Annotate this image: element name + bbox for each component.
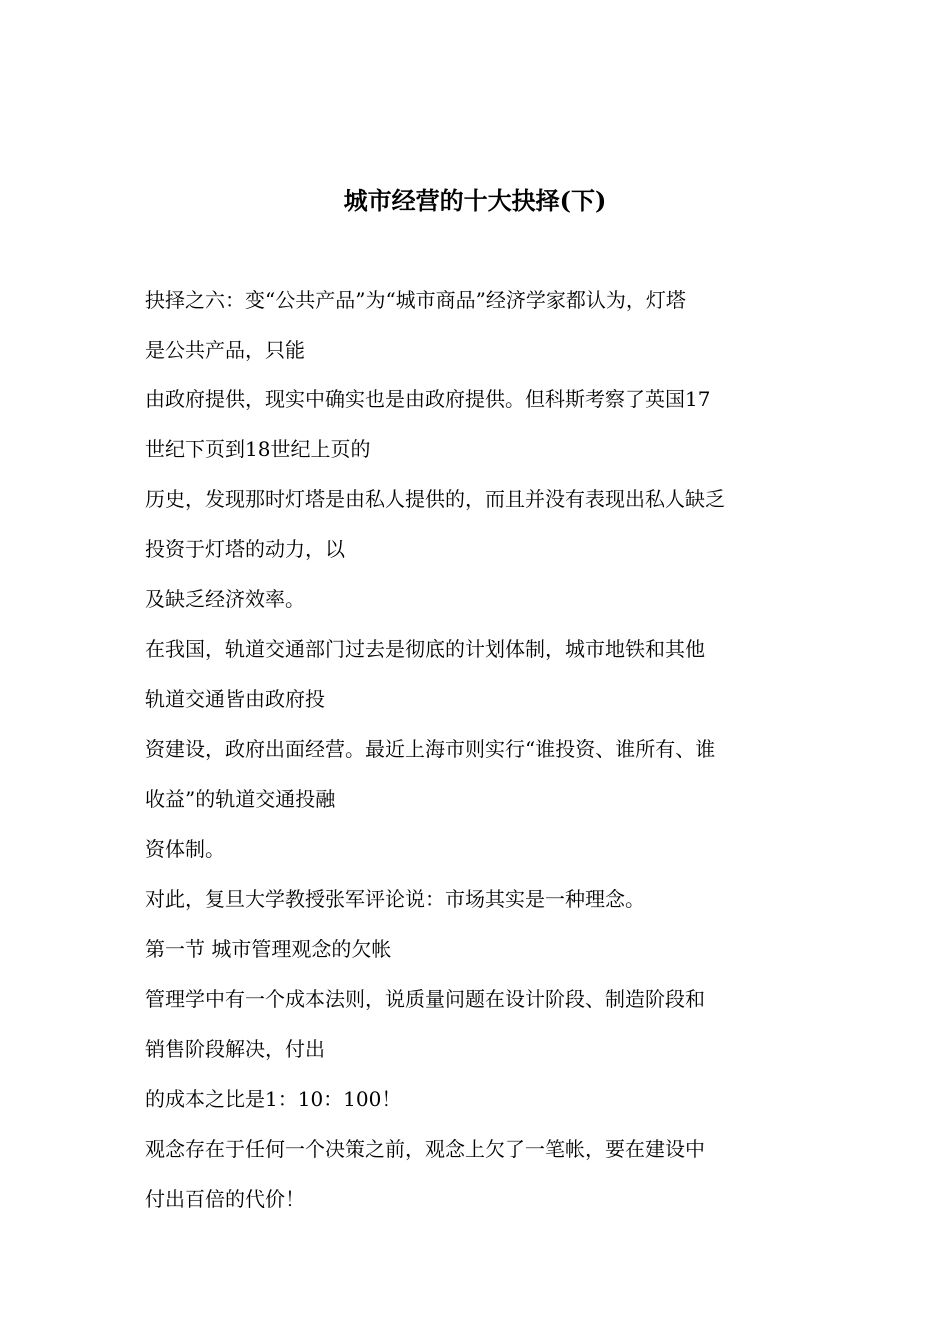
text-line: 付出百倍的代价！ [145, 1187, 305, 1211]
text-line: 在我国，轨道交通部门过去是彻底的计划体制，城市地铁和其他 [145, 637, 705, 661]
text-line: 资体制。 [145, 837, 225, 861]
text-line: 销售阶段解决，付出 [145, 1037, 325, 1061]
text-line: 观念存在于任何一个决策之前，观念上欠了一笔帐，要在建设中 [145, 1137, 705, 1161]
text-line: 投资于灯塔的动力，以 [145, 537, 345, 561]
section-heading: 第一节 城市管理观念的欠帐 [145, 937, 392, 961]
text-line: 抉择之六：变“公共产品”为“城市商品”经济学家都认为，灯塔 [145, 288, 686, 312]
text-line: 收益”的轨道交通投融 [145, 787, 336, 811]
text-line: 及缺乏经济效率。 [145, 587, 305, 611]
text-line: 轨道交通皆由政府投 [145, 687, 325, 711]
text-line: 历史，发现那时灯塔是由私人提供的，而且并没有表现出私人缺乏 [145, 487, 725, 511]
text-line: 是公共产品，只能 [145, 338, 305, 362]
text-line: 资建设，政府出面经营。最近上海市则实行“谁投资、谁所有、谁 [145, 737, 716, 761]
text-line: 管理学中有一个成本法则，说质量问题在设计阶段、制造阶段和 [145, 987, 705, 1011]
text-line: 世纪下页到18世纪上页的 [145, 437, 371, 461]
text-line: 对此，复旦大学教授张军评论说：市场其实是一种理念。 [145, 887, 645, 911]
text-line: 由政府提供，现实中确实也是由政府提供。但科斯考察了英国17 [145, 387, 711, 411]
document-title: 城市经营的十大抉择(下) [343, 186, 607, 215]
text-line: 的成本之比是1：10：100！ [145, 1087, 402, 1111]
